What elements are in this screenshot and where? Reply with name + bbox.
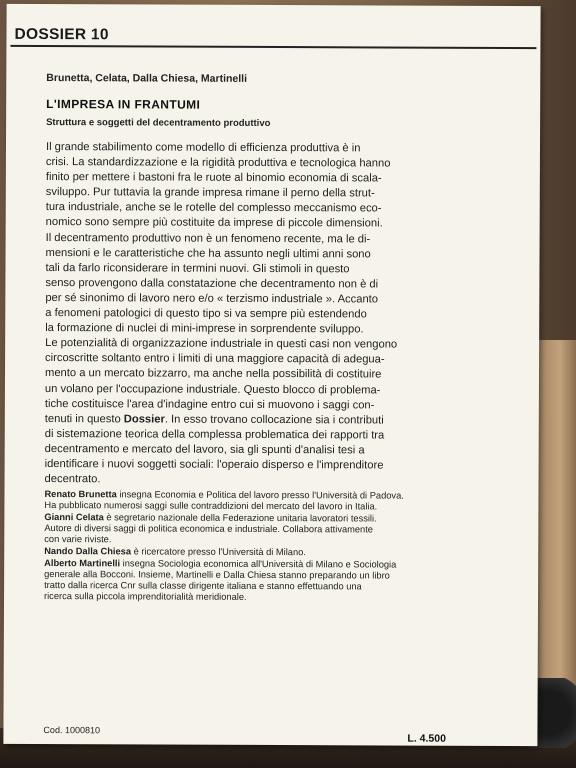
blurb-fragment: tenuti in questo (44, 412, 124, 426)
author-bios (44, 489, 484, 605)
blurb-line-dossier (45, 412, 475, 429)
bio-line: tratto dalla ricerca Cnr sulla classe dirigente italiana e stanno effettuando una (44, 580, 362, 592)
bio-martinelli (44, 558, 484, 604)
blurb-line: identificare i nuovi soggetti sociali: l'operaio disperso e l'imprenditore (44, 457, 384, 472)
price: L. 4.500 (407, 732, 446, 745)
blurb-line: di sistemazione teorica della complessa problematica dei rapporti tra (44, 427, 385, 442)
book-subtitle: Struttura e soggetti del decentramento produttivo (46, 117, 271, 129)
blurb-line: tiche costituisce l'area d'indagine entro cui si muovono i saggi con- (44, 397, 375, 412)
blurb-line: nomico sono sempre più costituite da imprese di piccole dimensioni. (45, 216, 383, 230)
bio-line: Ha pubblicato numerosi saggi sulle contraddizioni del mercato del lavoro in Italia. (44, 500, 378, 512)
blurb-fragment: . In esso trovano collocazione sia i contributi (164, 413, 384, 427)
dossier-word: Dossier (123, 413, 165, 426)
blurb-line: Il decentramento produttivo non è un fenomeno recente, ma le di- (45, 231, 371, 245)
header-rule (10, 45, 536, 49)
blurb-line: sviluppo. Pur tuttavia la grande impresa rimane il perno della strut- (45, 186, 375, 200)
bio-line (44, 546, 484, 559)
blurb-line: circoscritte soltanto entro i limiti di una maggiore capacità di adegua- (45, 352, 385, 366)
product-code: Cod. 1000810 (43, 725, 101, 736)
blurb-line: un volano per l'occupazione industriale. Questo blocco di problema- (44, 382, 381, 396)
blurb-line: senso provengono dalla constatazione che decentramento non è di (45, 276, 379, 291)
blurb-line: Le potenzialità di organizzazione industriale in questi casi non vengono (45, 337, 398, 351)
book-authors: Brunetta, Celata, Dalla Chiesa, Martinelli (46, 72, 248, 85)
blurb-line: crisi. La standardizzazione e la rigidità produttiva e tecnologica hanno (45, 156, 391, 170)
bio-dalla-chiesa (44, 546, 484, 559)
book-back-cover (3, 4, 540, 746)
blurb-line: per sé sinonimo di lavoro nero e/o « terzismo industriale ». Accanto (45, 291, 379, 306)
blurb-line: la formazione di nuclei di mini-imprese in sorprendente sviluppo. (45, 322, 364, 336)
blurb-line: tura industriale, anche se le rotelle del complesso meccanismo eco- (45, 201, 382, 215)
bio-text: è segretario nazionale della Federazione unitaria lavoratori tessili. (103, 512, 377, 524)
blurb-line: Il grande stabilimento come modello di efficienza produttiva è in (45, 141, 361, 155)
bio-line: con varie riviste. (44, 534, 112, 545)
bio-name: Gianni Celata (44, 512, 104, 523)
bio-brunetta (44, 489, 484, 513)
book-title: L'IMPRESA IN FRANTUMI (46, 97, 201, 112)
blurb-line: decentramento e mercato del lavoro, sia gli spunti d'analisi tesi a (44, 442, 365, 457)
bio-line: Autore di diversi saggi di politica economica e industriale. Collabora attivamente (44, 523, 374, 535)
blurb-text (45, 140, 477, 489)
bio-line: ricerca sulla piccola imprenditorialità meridionale. (44, 591, 247, 602)
blurb-line: mento a un mercato bizzarro, ma anche nella possibilità di costituire (44, 367, 382, 381)
bio-text: è ricercatore presso l'Università di Milano. (131, 546, 306, 558)
bio-text: insegna Sociologia economica all'Università di Milano e Sociologia (120, 558, 397, 570)
blurb-line: finito per mettere i bastoni fra le ruote al binomio economia di scala- (45, 171, 382, 185)
blurb-line: tali da farlo riconsiderare in termini nuovi. Gli stimoli in questo (45, 261, 350, 276)
bio-line: generale alla Bocconi. Insieme, Martinelli e Dalla Chiesa stanno preparando un libro (44, 569, 390, 581)
bio-name: Renato Brunetta (44, 489, 117, 500)
blurb-line: decentrato. (44, 473, 101, 486)
bio-name: Alberto Martinelli (44, 558, 121, 569)
blurb-line: mensioni e le caratteristiche che ha assunto negli ultimi anni sono (45, 246, 371, 261)
bio-name: Nando Dalla Chiesa (44, 546, 132, 557)
bio-text: insegna Economia e Politica del lavoro presso l'Università di Padova. (116, 489, 404, 501)
series-title: DOSSIER 10 (14, 25, 109, 44)
blurb-line: a fenomeni patologici di questo tipo si va sempre più estendendo (45, 307, 367, 321)
bio-celata (44, 512, 484, 547)
